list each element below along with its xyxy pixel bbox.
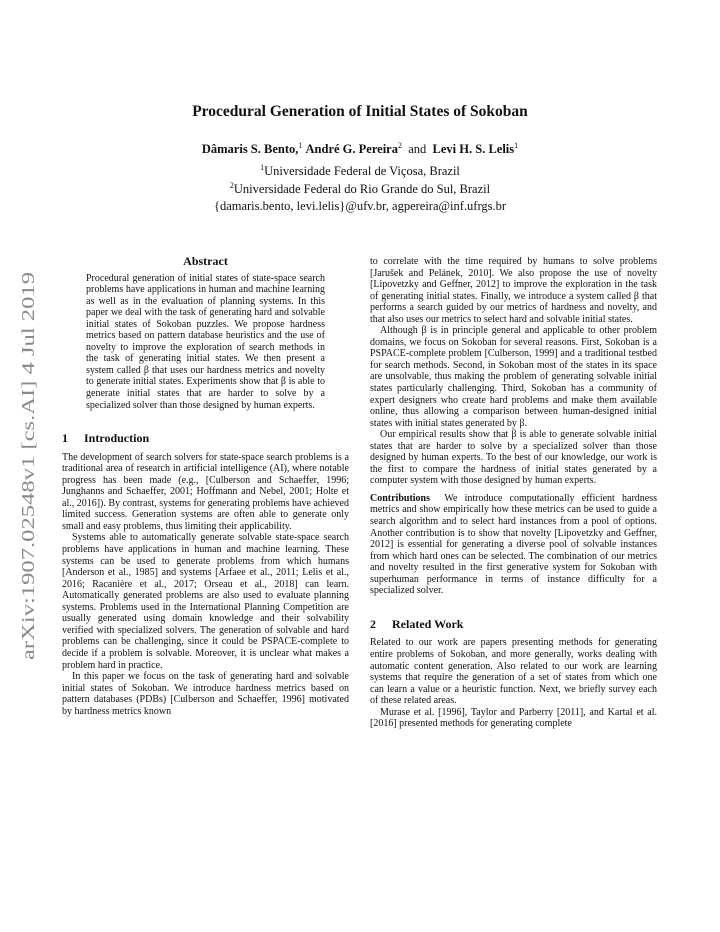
left-column [62,256,349,717]
author-affiliation-mark: 1 [298,141,303,150]
arxiv-identifier-stamp [15,270,41,660]
affiliation-text: Universidade Federal do Rio Grande do Sul, Brazil [233,182,491,197]
paragraph: Related to our work are papers presenting methods for generating entire problems of Sokoban, and more generally, works dealing with automatic content generation. Also related to our work are learning systems that require the generation of a set of states from which one can learn a value or a heuristic function. Next, we briefly survey each of these related areas. [370,637,657,707]
paragraph: to correlate with the time required by humans to solve problems [Jarušek and Pelánek, 2010]. We also propose the use of novelty [Lipovetzky and Geffner, 2012] to improve the exploration in the task of generating initial states. Finally, we introduce a system called β that performs a search guided by our metrics of hardness and novelty, and that also uses our metrics to select hard and solvable initial states. [370,256,657,325]
abstract [62,256,349,411]
paragraph: Murase et al. [1996], Taylor and Parberry [2011], and Kartal et al. [2016] presented methods for generating complete [370,706,657,730]
author-list [0,141,720,157]
right-column [370,256,657,730]
arxiv-identifier-text: arXiv:1907.02548v1 [cs.AI] 4 Jul 2019 [18,383,38,660]
section-title: Introduction [84,431,150,446]
author-conjunction: and [408,142,427,157]
author-affiliation-mark: 2 [397,141,402,150]
paragraph: In this paper we focus on the task of generating hard and solvable initial states of Sokoban. We introduce hardness metrics based on pattern databases (PDBs) [Culberson and Schaeffer, 1996] motivated by hardness metrics known [62,671,349,717]
author-affiliation-mark: 1 [514,141,519,150]
section-heading-introduction [62,433,349,445]
paper-title: Procedural Generation of Initial States of Sokoban [192,103,528,120]
author-name: Levi H. S. Lelis [432,142,515,157]
section-title: Related Work [392,616,464,631]
section-number: 1 [62,431,68,446]
affiliation-line [0,181,720,197]
contributions-text: We introduce computationally efficient hardness metrics and show empirically how these metrics can be used to guide a search algorithm and to select hard instances from a pool of options. Another contribution is to show that novelty [Lipovetzky and Geffner, 2012] is essential for generating a diverse pool of solvable instances from which hard ones can be selected. The combination of our metrics and novelty resulted in the first generative system for Sokoban with superhuman performance in terms of instance difficulty for a specialized solver. [370,492,657,597]
affiliation-mark: 2 [229,181,234,190]
author-emails: {damaris.bento, levi.lelis}@ufv.br, agpereira@inf.ufrgs.br [213,199,507,213]
affiliation-line [0,163,720,179]
contributions-paragraph [370,493,657,597]
abstract-heading: Abstract [183,254,228,268]
author-name: Dâmaris S. Bento, [201,142,299,157]
paragraph: The development of search solvers for state-space search problems is a traditional area of research in artificial intelligence (AI), where notable progress has been made (e.g., [Culberson and Schaeffer, 1996; Junghanns and Schaeffer, 2001; Hoffmann and Nebel, 2001; Holte et al., 2016]). By contrast, systems for generating problems have achieved limited success. Generation systems are often able to generate only small and easy problems, thus limiting their applicability. [62,451,349,532]
affiliation-mark: 1 [260,163,265,172]
paragraph: Our empirical results show that β is able to generate solvable initial states that are harder to solve by a specialized solver than those designed by human experts. To the best of our knowledge, our work is the first to compare the hardness of initial states generated by a computer system with those designed by human experts. [370,429,657,487]
abstract-text: Procedural generation of initial states of state-space search problems have applications in human and machine learning as well as in the evaluation of planning systems. In this paper we deal with the task of generating hard and solvable initial states of Sokoban puzzles. We propose hardness metrics based on pattern database heuristics and the use of novelty to improve the exploration of search methods in the task of generating initial states. We then present a system called β that uses our hardness metrics and novelty to generate initial states. Experiments show that β is able to generate initial states that are harder to solve by a specialized solver than those designed by human experts. [86,272,325,411]
section-heading-related-work [370,616,657,631]
paragraph: Systems able to automatically generate solvable state-space search problems have applications in human and machine learning. These systems can be used to generate problems from which humans [Anderson et al., 1985] and systems [Arfaee et al., 2011; Lelis et al., 2016; Racanière et al., 2017; Orseau et al., 2018] can learn. Automatically generated problems are also used to evaluate planning systems. Problems used in the International Planning Competition are usually generated using domain knowledge and their solvability verified with specialized solvers. The generation of solvable and hard problems can be challenging, since it could be PSPACE-complete to decide if a problem is solvable. Moreover, it is unclear what makes a problem hard in practice. [62,532,349,671]
contributions-label: Contributions [370,492,431,504]
affiliation-text: Universidade Federal de Viçosa, Brazil [264,164,460,179]
paragraph: Although β is in principle general and applicable to other problem domains, we focus on Sokoban for several reasons. First, Sokoban is a PSPACE-complete problem [Culberson, 1999] and a traditional testbed for search methods. Second, in Sokoban most of the states in its space are unsolvable, thus making the problem of generating solvable initial states particularly challenging. Third, Sokoban has a community of expert designers who create hard problems and make them available online, thus allowing a comparison between human-designed initial states with initial states generated by β. [370,325,657,429]
section-number: 2 [370,616,376,631]
author-name: André G. Pereira [305,142,398,157]
